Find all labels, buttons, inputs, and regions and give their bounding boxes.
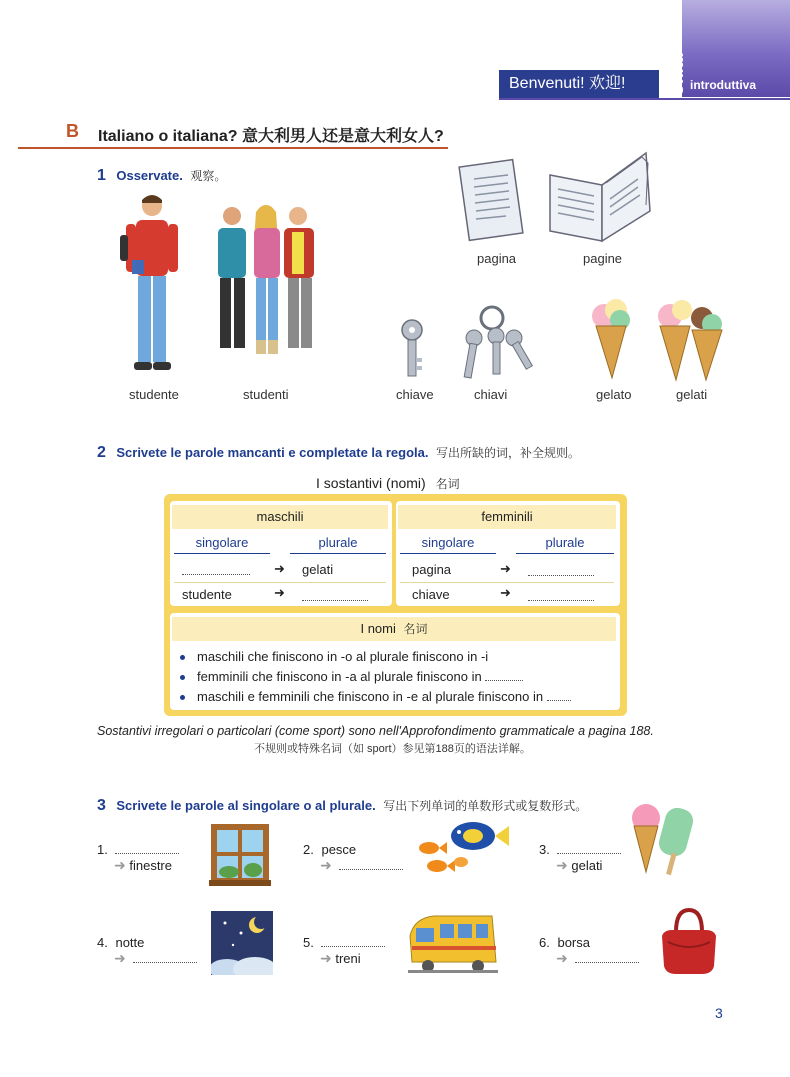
row-divider <box>174 582 386 583</box>
ex1-header <box>97 167 226 185</box>
item-3-number: 3. <box>539 842 550 857</box>
maschili-singolare: singolare <box>174 535 270 554</box>
nomi-title-zh: 名词 <box>403 622 428 636</box>
maschili-panel <box>170 501 392 606</box>
item-3-top <box>539 842 621 857</box>
caption-pagine: pagine <box>583 251 623 266</box>
item-5-answer: treni <box>335 951 361 966</box>
caption-gelato: gelato <box>596 387 632 402</box>
arrow-icon: ➜ <box>274 561 285 576</box>
caption-pagina: pagina <box>477 251 517 266</box>
fish-illustration <box>411 818 511 876</box>
ex3-header <box>97 797 587 815</box>
caption-chiavi: chiavi <box>474 387 508 402</box>
item-1-answer: finestre <box>129 858 172 873</box>
keys-illustration <box>456 304 534 382</box>
ex2-header <box>97 444 580 462</box>
student-illustration <box>120 190 182 380</box>
section-rule <box>18 147 448 149</box>
femminili-row2-plur <box>528 589 594 604</box>
page-number: 3 <box>715 1005 723 1021</box>
night-illustration <box>211 911 273 975</box>
item-4-answer: notte <box>115 935 145 950</box>
arrow-icon: ➜ <box>114 857 126 873</box>
ex1-instruction-zh: 观察。 <box>190 169 227 183</box>
arrow-icon: ➜ <box>500 585 511 600</box>
item-6-number: 6. <box>539 935 550 950</box>
femminili-singolare: singolare <box>400 535 496 554</box>
table-title <box>316 475 460 492</box>
item-5-bottom <box>320 950 361 967</box>
femminili-plurale: plurale <box>516 535 614 554</box>
nomi-header <box>172 617 616 641</box>
book-illustration <box>546 145 658 245</box>
unit-subtitle: introduttiva <box>690 78 756 92</box>
femminili-row1-plur <box>528 564 594 579</box>
femminili-panel <box>396 501 620 606</box>
maschili-row1-plur: gelati <box>302 562 334 577</box>
nomi-title: I nomi <box>360 621 396 636</box>
ex3-instruction-zh: 写出下列单词的单数形式或复数形式。 <box>383 799 588 813</box>
ex3-number: 3 <box>97 797 106 814</box>
students-illustration <box>206 200 331 362</box>
section-letter: B <box>66 121 79 141</box>
bullet-icon <box>180 695 185 700</box>
rule-1: maschili che finiscono in -o al plurale finiscono in -i <box>197 649 489 664</box>
table-title-text: I sostantivi (nomi) <box>316 475 426 491</box>
key-illustration <box>398 318 428 380</box>
popsicle-illustration <box>626 800 698 882</box>
handbag-illustration <box>658 906 720 976</box>
maschili-row2-sing: studente <box>182 587 232 602</box>
table-title-zh: 名词 <box>435 477 460 491</box>
welcome-banner: Benvenuti! 欢迎! <box>499 70 659 98</box>
maschili-row1-sing <box>182 563 250 578</box>
ex1-number: 1 <box>97 167 106 184</box>
maschili-row2-plur <box>302 589 368 604</box>
maschili-header: maschili <box>172 505 388 529</box>
item-2-bottom <box>320 857 403 874</box>
item-1-number: 1. <box>97 842 108 857</box>
rule-2 <box>197 669 523 684</box>
ex2-instruction: Scrivete le parole mancanti e completate la regola. <box>116 445 429 460</box>
caption-studente: studente <box>129 387 179 402</box>
femminili-row2-sing: chiave <box>412 587 450 602</box>
femminili-header: femminili <box>398 505 616 529</box>
bullet-icon <box>180 655 185 660</box>
item-3-answer: gelati <box>571 858 603 873</box>
window-illustration <box>209 822 271 888</box>
maschili-plurale: plurale <box>290 535 386 554</box>
page-single-illustration <box>456 157 526 242</box>
item-6-top <box>539 935 590 950</box>
grammar-note-zh: 不规则或特殊名词（如 sport）参见第188页的语法详解。 <box>254 743 531 755</box>
arrow-icon: ➜ <box>114 950 126 966</box>
row-divider <box>400 582 614 583</box>
item-4-top <box>97 935 144 950</box>
arrow-icon: ➜ <box>320 950 332 966</box>
item-4-number: 4. <box>97 935 108 950</box>
item-6-bottom <box>556 950 639 967</box>
item-5-number: 5. <box>303 935 314 950</box>
caption-gelati: gelati <box>676 387 708 402</box>
ice-cream-illustration <box>590 298 632 380</box>
rule-3-text: maschili e femminili che finiscono in -e al plurale finiscono in <box>197 689 544 704</box>
grammar-note: Sostantivi irregolari o particolari (come sport) sono nell'Approfondimento grammaticale a pagina 188. <box>97 724 654 738</box>
arrow-icon: ➜ <box>556 950 568 966</box>
ex3-instruction: Scrivete le parole al singolare o al plurale. <box>116 798 376 813</box>
item-6-answer: borsa <box>557 935 590 950</box>
arrow-icon: ➜ <box>556 857 568 873</box>
train-illustration <box>404 908 500 976</box>
ex2-instruction-zh: 写出所缺的词，补全规则。 <box>435 446 580 460</box>
unit-label: Unità <box>668 53 687 96</box>
rule-3 <box>197 689 571 704</box>
arrow-icon: ➜ <box>320 857 332 873</box>
caption-studenti: studenti <box>243 387 289 402</box>
item-2-number: 2. <box>303 842 314 857</box>
femminili-row1-sing: pagina <box>412 562 452 577</box>
arrow-icon: ➜ <box>274 585 285 600</box>
item-5-top <box>303 935 385 950</box>
item-2-top <box>303 842 356 857</box>
item-1-bottom <box>114 857 172 874</box>
bullet-icon <box>180 675 185 680</box>
section-title: Italiano o italiana? 意大利男人还是意大利女人? <box>98 128 444 145</box>
item-2-answer: pesce <box>321 842 357 857</box>
item-3-bottom <box>556 857 602 874</box>
ice-creams-illustration <box>656 298 726 382</box>
arrow-icon: ➜ <box>500 561 511 576</box>
ex1-instruction: Osservate. <box>116 168 183 183</box>
header-rule <box>499 98 790 100</box>
item-1-top <box>97 842 179 857</box>
caption-chiave: chiave <box>396 387 434 402</box>
rule-2-text: femminili che finiscono in -a al plurale finiscono in <box>197 669 482 684</box>
ex2-number: 2 <box>97 444 106 461</box>
item-4-bottom <box>114 950 197 967</box>
nomi-panel <box>170 613 620 710</box>
